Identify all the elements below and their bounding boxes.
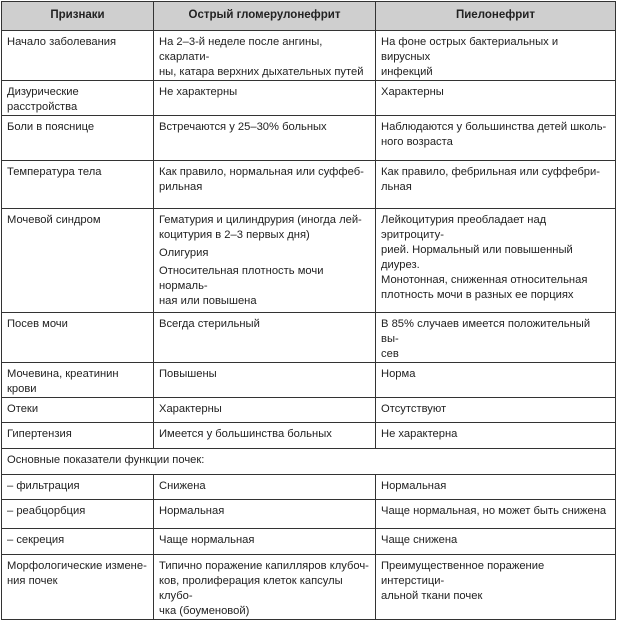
cell-line: Начало заболевания [7, 36, 117, 48]
cell-line: сев [381, 348, 399, 360]
section-row [2, 449, 616, 475]
cell-line: Не характерны [159, 86, 238, 98]
cell-line: Преимущественное поражение интерстици- [381, 560, 545, 587]
cell-glomerulonephritis [154, 209, 376, 313]
cell-sign [2, 313, 154, 363]
cell-glomerulonephritis [154, 161, 376, 209]
cell-line: Отсутствуют [381, 403, 447, 415]
cell-glomerulonephritis [154, 500, 376, 529]
table-row [2, 529, 616, 555]
cell-sign [2, 363, 154, 398]
cell-line: – секреция [7, 534, 65, 546]
cell-pyelonephritis [376, 529, 616, 555]
cell-line: Температура тела [7, 166, 102, 178]
table-body [2, 31, 616, 620]
cell-line: Чаще снижена [381, 534, 458, 546]
cell-line: Норма [381, 368, 416, 380]
cell-sign [2, 81, 154, 116]
cell-line: Олигурия [159, 247, 209, 259]
cell-line: Мочевой синдром [7, 214, 101, 226]
cell-line: Как правило, нормальная или суффеб- [159, 166, 364, 178]
cell-line: Гипертензия [7, 428, 72, 440]
cell-line: рией. Нормальный или повышенный диурез. [381, 244, 573, 271]
cell-line: чка (боуменовой) [159, 605, 250, 617]
cell-glomerulonephritis [154, 555, 376, 620]
cell-line: Чаще нормальная [159, 534, 255, 546]
cell-line: Дизурические расстройства [7, 86, 79, 113]
header-glomerulonephritis: Острый гломерулонефрит [154, 2, 376, 31]
cell-line: На фоне острых бактериальных и вирусных [381, 36, 559, 63]
cell-pyelonephritis [376, 31, 616, 81]
cell-line: Нормальная [381, 480, 447, 492]
cell-line: коцитурия в 2–3 первых дня) [159, 229, 310, 241]
cell-sign [2, 475, 154, 500]
cell-sign [2, 555, 154, 620]
cell-pyelonephritis [376, 116, 616, 161]
cell-sign [2, 529, 154, 555]
table-row [2, 313, 616, 363]
cell-line: Имеется у большинства больных [159, 428, 332, 440]
cell-line: ны, катара верхних дыхательных путей [159, 66, 364, 78]
cell-pyelonephritis [376, 398, 616, 423]
header-row [2, 2, 616, 31]
comparison-table-container [1, 1, 616, 620]
cell-pyelonephritis [376, 81, 616, 116]
cell-line: Типично поражение капилляров клубоч- [159, 560, 369, 572]
cell-glomerulonephritis [154, 423, 376, 449]
header-sign: Признаки [2, 2, 154, 31]
table-row [2, 398, 616, 423]
cell-sign [2, 209, 154, 313]
cell-line: Снижена [159, 480, 206, 492]
cell-line: Монотонная, сниженная относительная [381, 274, 588, 286]
cell-glomerulonephritis [154, 116, 376, 161]
cell-sign [2, 423, 154, 449]
cell-line: Повышены [159, 368, 217, 380]
cell-line: Всегда стерильный [159, 318, 260, 330]
cell-pyelonephritis [376, 555, 616, 620]
table-row [2, 475, 616, 500]
cell-line: плотность мочи в разных ее порциях [381, 289, 574, 301]
cell-line: Чаще нормальная, но может быть снижена [381, 505, 607, 517]
cell-sign [2, 398, 154, 423]
cell-sign [2, 161, 154, 209]
cell-line: Морфологические измене- [7, 560, 147, 572]
cell-line: В 85% случаев имеется положительный вы- [381, 318, 591, 345]
table-row [2, 161, 616, 209]
cell-line: Гематурия и цилиндрурия (иногда лей- [159, 214, 362, 226]
table-row [2, 31, 616, 81]
table-row [2, 116, 616, 161]
cell-pyelonephritis [376, 313, 616, 363]
cell-pyelonephritis [376, 500, 616, 529]
cell-glomerulonephritis [154, 363, 376, 398]
cell-glomerulonephritis [154, 529, 376, 555]
cell-line: Наблюдаются у большинства детей школь- [381, 121, 607, 133]
cell-pyelonephritis [376, 475, 616, 500]
cell-glomerulonephritis [154, 31, 376, 81]
cell-line: рильная [159, 181, 203, 193]
cell-pyelonephritis [376, 161, 616, 209]
cell-line: Характерны [159, 403, 222, 415]
cell-line: льная [381, 181, 412, 193]
cell-line: На 2–3-й неделе после ангины, скарлати- [159, 36, 323, 63]
cell-sign [2, 31, 154, 81]
cell-glomerulonephritis [154, 475, 376, 500]
cell-line: Относительная плотность мочи нормаль- [159, 265, 324, 292]
cell-line: ков, пролиферация клеток капсулы клубо- [159, 575, 343, 602]
cell-pyelonephritis [376, 363, 616, 398]
section-label: Основные показатели функции почек: [2, 449, 616, 475]
cell-line: ния почек [7, 575, 58, 587]
table-row [2, 555, 616, 620]
cell-line: Характерны [381, 86, 444, 98]
comparison-table [1, 1, 616, 620]
cell-pyelonephritis [376, 423, 616, 449]
cell-sign [2, 116, 154, 161]
cell-line: инфекций [381, 66, 433, 78]
cell-line: альной ткани почек [381, 590, 483, 602]
cell-line: Мочевина, креатинин крови [7, 368, 119, 395]
table-row [2, 81, 616, 116]
table-row [2, 209, 616, 313]
cell-pyelonephritis [376, 209, 616, 313]
cell-line: Боли в пояснице [7, 121, 95, 133]
cell-line: – реабцорбция [7, 505, 86, 517]
cell-line: ная или повышена [159, 295, 257, 307]
cell-line: Отеки [7, 403, 39, 415]
cell-line: Лейкоцитурия преобладает над эритроциту- [381, 214, 547, 241]
table-row [2, 500, 616, 529]
header-pyelonephritis: Пиелонефрит [376, 2, 616, 31]
cell-line: Посев мочи [7, 318, 68, 330]
table-row [2, 363, 616, 398]
cell-sign [2, 500, 154, 529]
cell-line: ного возраста [381, 136, 453, 148]
cell-line: Встречаются у 25–30% больных [159, 121, 327, 133]
cell-line: Не характерна [381, 428, 458, 440]
cell-line: – фильтрация [7, 480, 80, 492]
cell-line: Как правило, фебрильная или суффебри- [381, 166, 600, 178]
cell-glomerulonephritis [154, 81, 376, 116]
cell-line: Нормальная [159, 505, 225, 517]
cell-glomerulonephritis [154, 313, 376, 363]
cell-glomerulonephritis [154, 398, 376, 423]
table-row [2, 423, 616, 449]
